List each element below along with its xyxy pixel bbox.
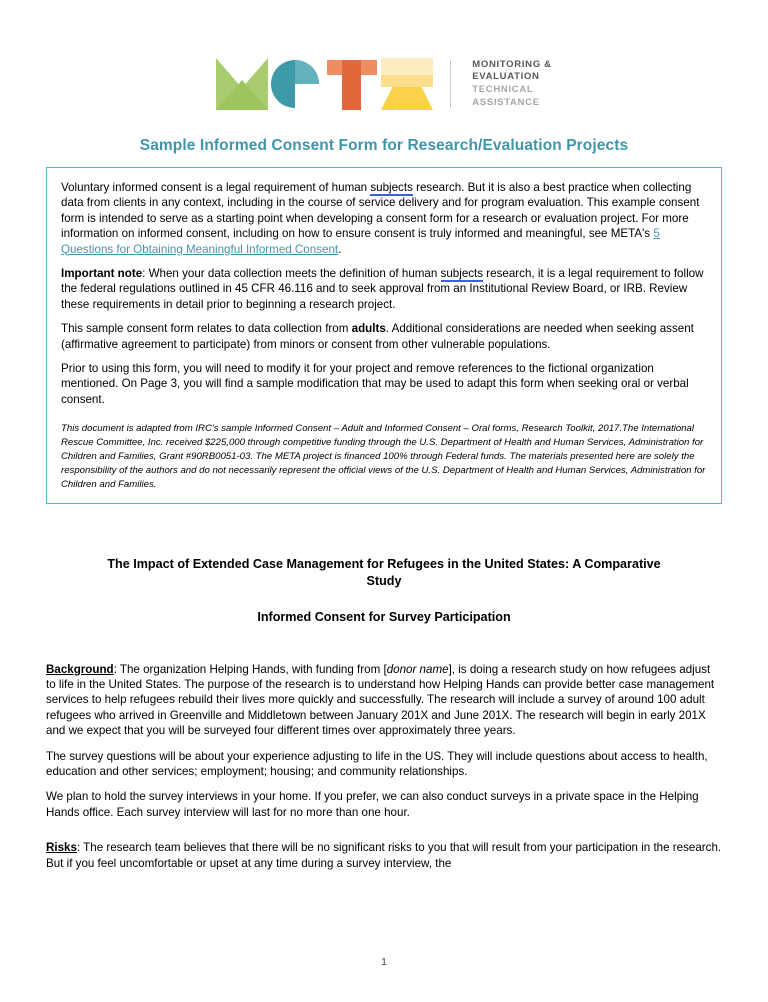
background-label: Background bbox=[46, 662, 114, 676]
meta-logo bbox=[216, 58, 551, 110]
callout-p2-text-a: : When your data collection meets the definition of human bbox=[142, 267, 441, 281]
callout-p1-text-a: Voluntary informed consent is a legal requirement of human bbox=[61, 181, 371, 194]
callout-paragraph-2 bbox=[61, 266, 707, 312]
background-paragraph bbox=[46, 662, 722, 739]
callout-paragraph-4: Prior to using this form, you will need to modify it for your project and remove references to the fictional organization mentioned. On Page 3, you will find a sample modification that may be used to adapt this form when seeking oral or verbal consent. bbox=[61, 362, 689, 406]
tagline-line-1: MONITORING & bbox=[472, 58, 552, 70]
interview-location-paragraph: We plan to hold the survey interviews in your home. If you prefer, we can also conduct surveys in a private space in the Helping Hands office. Each survey interview will last for no more than one hour. bbox=[46, 790, 699, 819]
logo-area bbox=[46, 0, 722, 110]
callout-paragraph-1 bbox=[61, 180, 707, 257]
logo-tagline bbox=[472, 59, 551, 109]
logo-letter-marks bbox=[216, 58, 433, 110]
callout-paragraph-3 bbox=[61, 321, 707, 352]
study-title: The Impact of Extended Case Management for Refugees in the United States: A Comparative Study bbox=[107, 556, 661, 589]
logo-letter-e-icon bbox=[271, 58, 323, 110]
callout-p1-text-c: . bbox=[338, 242, 342, 256]
page-title: Sample Informed Consent Form for Research/Evaluation Projects bbox=[139, 137, 629, 154]
study-subtitle: Informed Consent for Survey Participation bbox=[257, 609, 511, 624]
logo-letter-t-icon bbox=[326, 58, 378, 110]
tagline-line-2: EVALUATION bbox=[472, 71, 540, 83]
attribution-note bbox=[61, 422, 707, 492]
callout-p3-text-b: . Additional considerations are needed when seeking assent (affirmative agreement to participate) from minors or consent from other vulnerable populations. bbox=[61, 322, 694, 351]
background-text-a: : The organization Helping Hands, with funding from [ bbox=[113, 662, 387, 676]
background-text-b: ], is doing a research study on how refugees adjust to life in the United States. The purpose of the research is to understand how Helping Hands can provide better case management services to help refugees rebuild their lives more quickly and successfully. The research will include a survey of around 100 adult refugees who arrived in Greenville and Middletown between January 201X and June 201X. The research will begin in early 201X and we expect that you will be surveyed four different times over approximately three years. bbox=[46, 662, 715, 738]
five-questions-link[interactable]: 5 Questions for Obtaining Meaningful Informed Consent bbox=[61, 227, 660, 256]
donor-name-placeholder: donor name bbox=[386, 662, 449, 676]
tagline-line-3: TECHNICAL bbox=[472, 84, 534, 95]
risks-paragraph bbox=[46, 840, 722, 871]
tagline-line-4: ASSISTANCE bbox=[472, 96, 540, 108]
grammar-flagged-word-subjects-1: subjects bbox=[370, 181, 413, 194]
risks-label: Risks bbox=[46, 841, 77, 855]
intro-callout-box bbox=[46, 167, 722, 504]
risks-text: : The research team believes that there will be no significant risks to you that will result from your participation in the research. But if you feel uncomfortable or upset at any time during a survey interview, the bbox=[46, 841, 722, 870]
callout-p2-text-b: research, it is a legal requirement to follow the federal regulations outlined in 45 CFR 46.116 and to seek approval from an Institutional Review Board, or IRB. Review these requirements in detail prior to beginning a research project. bbox=[61, 267, 704, 311]
logo-letter-a-icon bbox=[381, 58, 433, 110]
important-note-label: Important note bbox=[61, 267, 143, 281]
adults-emphasis: adults bbox=[351, 322, 386, 336]
grammar-flagged-word-subjects-2: subjects bbox=[440, 267, 484, 281]
callout-p3-text-a: This sample consent form relates to data collection from bbox=[61, 322, 352, 336]
callout-p1-text-b: research. But it is also a best practice when collecting data from clients in any context, including in the course of service delivery and for program evaluation. This example consent form is intended to serve as a starting point when developing a consent form for a research or evaluation project. For more information on informed consent, including on how to ensure consent is truly informed and meaningful, see META's bbox=[61, 181, 700, 241]
survey-questions-paragraph: The survey questions will be about your experience adjusting to life in the US. They will include questions about access to health, education and other services; employment; housing; and community relationships. bbox=[46, 749, 708, 778]
page-number: 1 bbox=[381, 956, 387, 968]
logo-divider bbox=[450, 60, 451, 108]
logo-letter-m-icon bbox=[216, 58, 268, 110]
attribution-text: This document is adapted from IRC's sample Informed Consent – Adult and Informed Consent – Oral forms, Research Toolkit, 2017.The International Rescue Committee, Inc. received $225,000 through competitive funding through the U.S. Department of Health and Human Services, Administration for Children and Families, Grant #90RB0051-03. The META project is financed 100% through Federal funds. The materials presented here are solely the responsibility of the authors and do not necessarily represent the official views of the U.S. Department of Health and Human Services, Administration for Children and Families. bbox=[61, 423, 706, 490]
body-content bbox=[46, 662, 722, 871]
